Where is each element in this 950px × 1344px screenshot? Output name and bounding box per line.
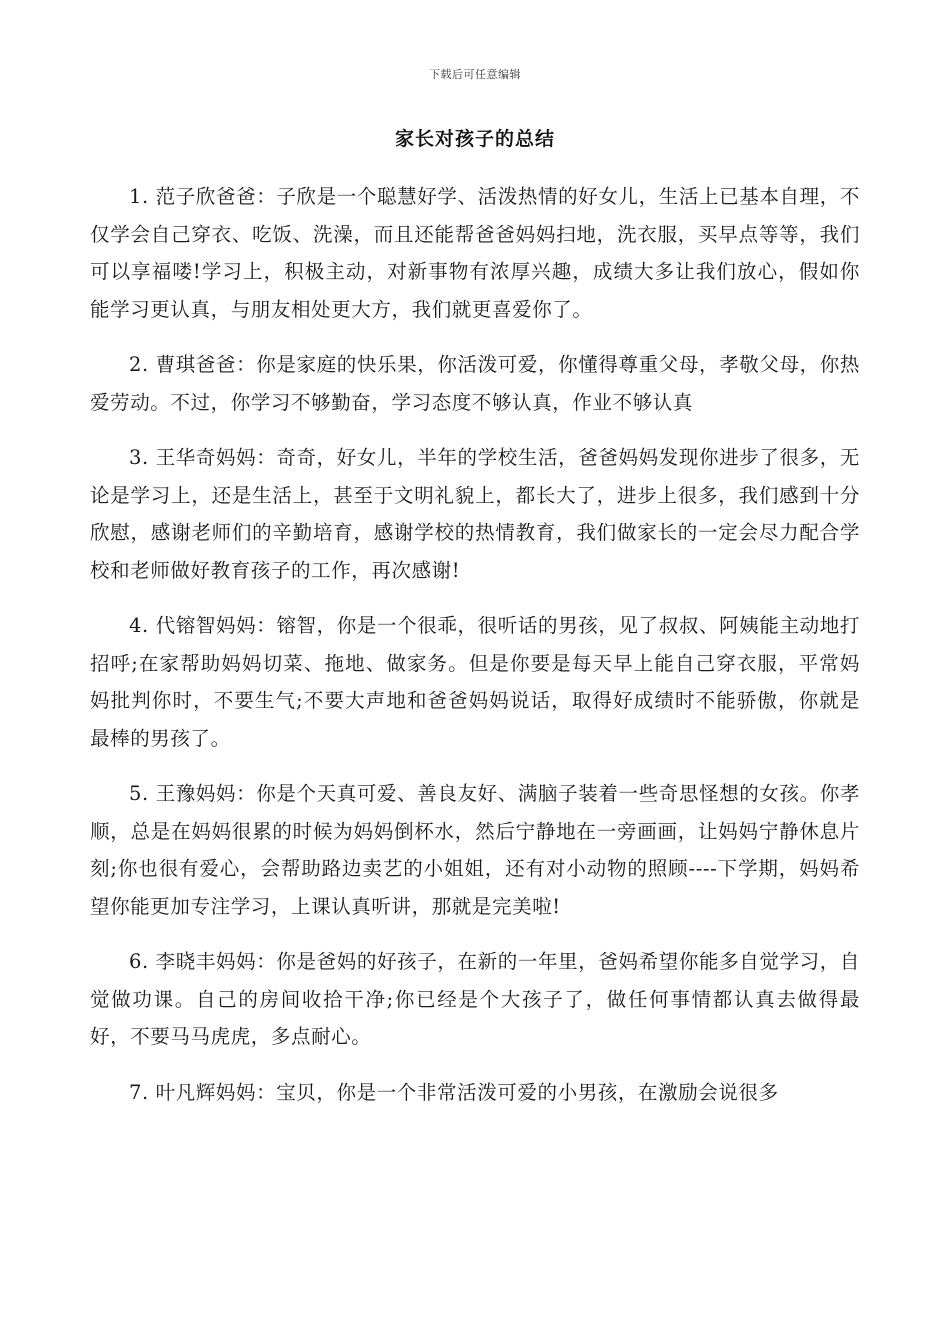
paragraph-3: 3. 王华奇妈妈：奇奇，好女儿，半年的学校生活，爸爸妈妈发现你进步了很多，无论是学习上，还是生活上，甚至于文明礼貌上，都长大了，进步上很多，我们感到十分欣慰，感谢老师们的辛勤培育，感谢学校的热情教育，我们做家长的一定会尽力配合学校和老师做好教育孩子的工作，再次感谢! (90, 446, 860, 582)
header-note: 下载后可任意编辑 (429, 68, 521, 81)
paragraph-4: 4. 代镕智妈妈：镕智，你是一个很乖，很听话的男孩，见了叔叔、阿姨能主动地打招呼;在家帮助妈妈切菜、拖地、做家务。但是你要是每天早上能自己穿衣服，平常妈妈批判你时，不要生气;不要大声地和爸爸妈妈说话，取得好成绩时不能骄傲，你就是最棒的男孩了。 (90, 614, 860, 750)
paragraph-7: 7. 叶凡辉妈妈：宝贝，你是一个非常活泼可爱的小男孩，在激励会说很多 (129, 1080, 779, 1104)
paragraph-2: 2. 曹琪爸爸：你是家庭的快乐果，你活泼可爱，你懂得尊重父母，孝敬父母，你热爱劳动。不过，你学习不够勤奋，学习态度不够认真，作业不够认真 (90, 353, 860, 414)
document-title: 家长对孩子的总结 (394, 128, 555, 150)
document-body (90, 178, 860, 1129)
paragraph-6: 6. 李晓丰妈妈：你是爸妈的好孩子，在新的一年里，爸妈希望你能多自觉学习，自觉做功课。自己的房间收拾干净;你已经是个大孩子了，做任何事情都认真去做得最好，不要马马虎虎，多点耐心。 (90, 950, 860, 1048)
paragraph-1: 1. 范子欣爸爸：子欣是一个聪慧好学、活泼热情的好女儿，生活上已基本自理，不仅学会自己穿衣、吃饭、洗澡，而且还能帮爸爸妈妈扫地，洗衣服，买早点等等，我们可以享福喽!学习上，积极主动，对新事物有浓厚兴趣，成绩大多让我们放心，假如你能学习更认真，与朋友相处更大方，我们就更喜爱你了。 (90, 185, 860, 321)
paragraph-5: 5. 王豫妈妈：你是个天真可爱、善良友好、满脑子装着一些奇思怪想的女孩。你孝顺，总是在妈妈很累的时候为妈妈倒杯水，然后宁静地在一旁画画，让妈妈宁静休息片刻;你也很有爱心，会帮助路边卖艺的小姐姐，还有对小动物的照顾----下学期，妈妈希望你能更加专注学习，上课认真听讲，那就是完美啦! (90, 782, 860, 918)
